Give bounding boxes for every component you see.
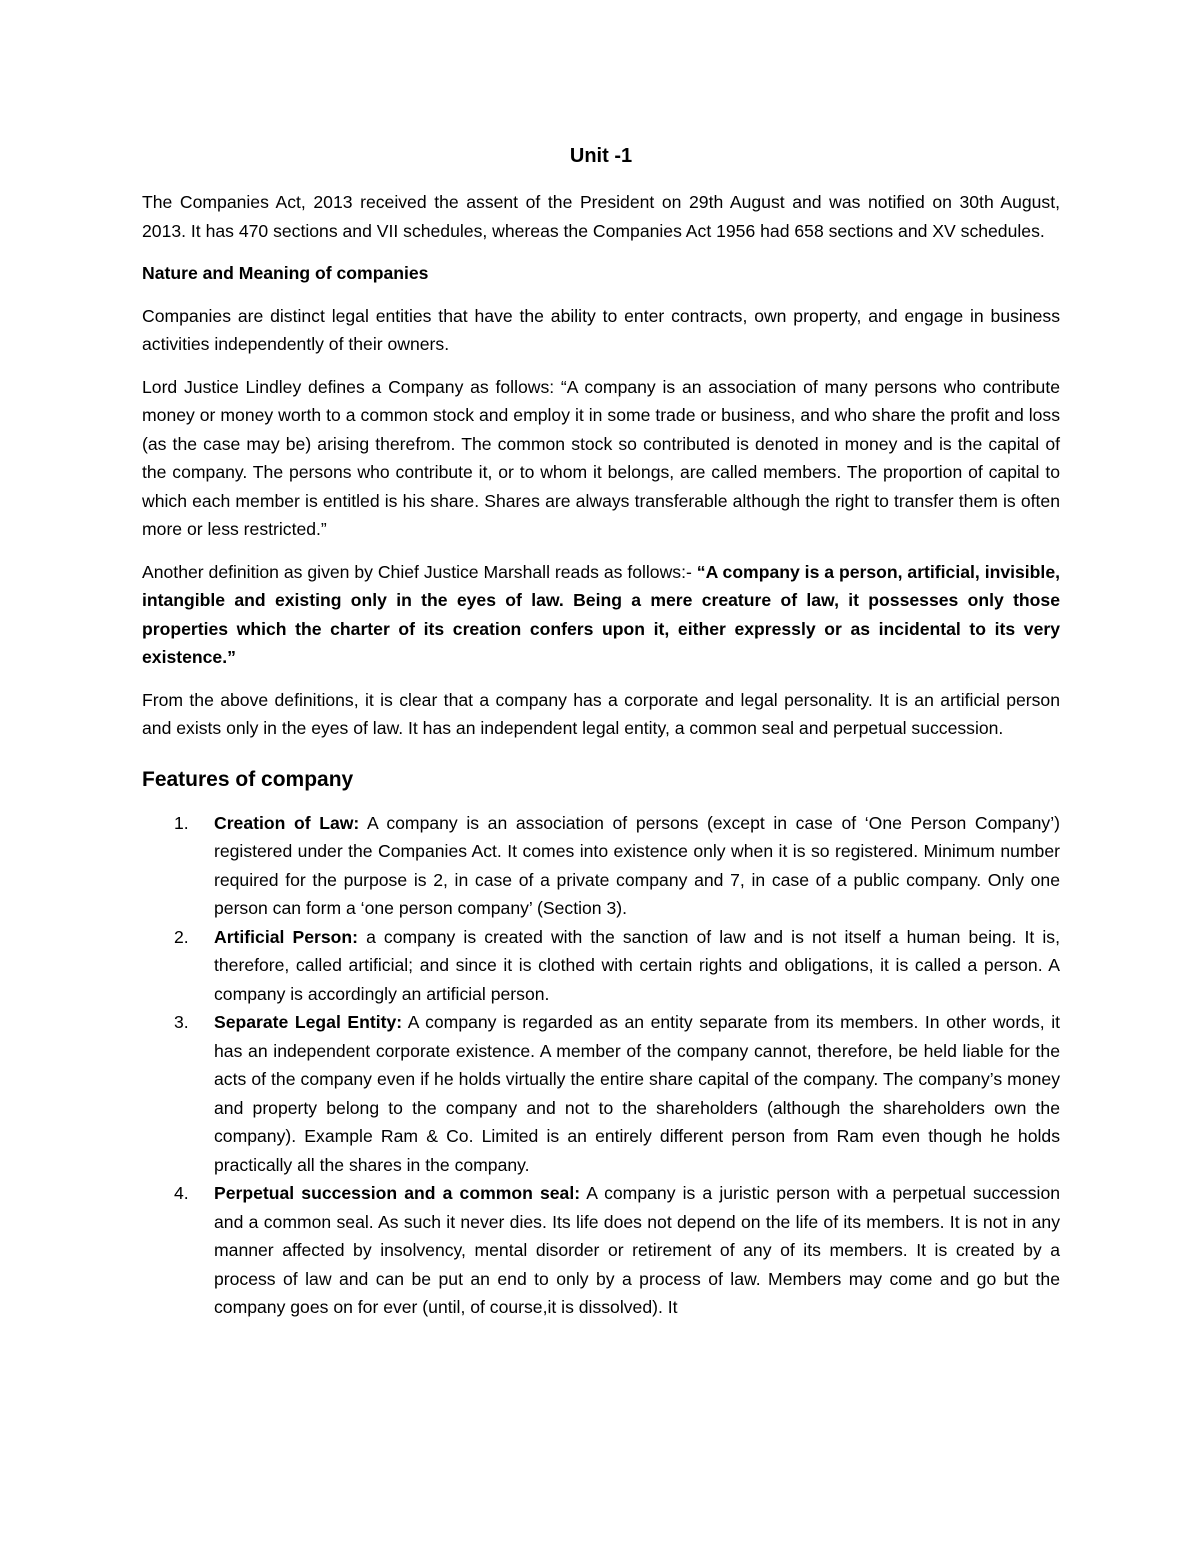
list-item bbox=[142, 923, 1060, 1009]
features-heading: Features of company bbox=[142, 767, 354, 791]
document-page bbox=[142, 142, 1060, 1322]
lindley-paragraph: Lord Justice Lindley defines a Company as follows: “A company is an association of many persons who contribute money or money worth to a common stock and employ it in some trade or business, and who share the profit and loss (as the case may be) arising therefrom. The common stock so contributed is denoted in money and is the capital of the company. The persons who contribute it, or to whom it belongs, are called members. The proportion of capital to which each member is entitled is his share. Shares are always transferable although the right to transfer them is often more or less restricted.” bbox=[142, 376, 1060, 539]
list-item bbox=[142, 1179, 1060, 1322]
marshall-lead: Another definition as given by Chief Justice Marshall reads as follows:- bbox=[142, 561, 697, 582]
feature-text: a company is created with the sanction of law and is not itself a human being. It is, therefore, called artificial; and since it is clothed with certain rights and obligations, it is called a person. A company is accordingly an artificial person. bbox=[214, 926, 1060, 1004]
intro-paragraph: The Companies Act, 2013 received the assent of the President on 29th August and was notified on 30th August, 2013. It has 470 sections and VII schedules, whereas the Companies Act 1956 had 658 sections and XV schedules. bbox=[142, 192, 1060, 241]
feature-term: Perpetual succession and a common seal: bbox=[214, 1183, 581, 1203]
list-item bbox=[142, 1008, 1060, 1179]
conclusion-paragraph: From the above definitions, it is clear that a company has a corporate and legal personality. It is an artificial person and exists only in the eyes of law. It has an independent legal entity, a common seal and perpetual succession. bbox=[142, 689, 1060, 738]
list-number: 4. bbox=[174, 1183, 189, 1203]
feature-term: Separate Legal Entity: bbox=[214, 1012, 403, 1032]
marshall-quote: “A company is a person, artificial, invisible, intangible and existing only in the eyes of law. Being a mere creature of law, it possesses only those properties which the charter of its creation confers upon it, either expressly or as incidental to its very existence.” bbox=[142, 561, 1060, 667]
page-title: Unit -1 bbox=[569, 145, 633, 167]
feature-term: Artificial Person: bbox=[214, 926, 358, 947]
features-list bbox=[142, 809, 1060, 1322]
list-number: 2. bbox=[174, 926, 189, 947]
feature-term: Creation of Law: bbox=[214, 812, 360, 833]
nature-heading: Nature and Meaning of companies bbox=[142, 263, 429, 283]
nature-paragraph: Companies are distinct legal entities that have the ability to enter contracts, own property, and engage in business activities independently of their owners. bbox=[142, 305, 1060, 354]
feature-text: A company is regarded as an entity separate from its members. In other words, it has an independent corporate existence. A member of the company cannot, therefore, be held liable for the acts of the company even if he holds virtually the entire share capital of the company. The company’s money and property belong to the company and not to the shareholders (although the shareholders own the company). Example Ram & Co. Limited is an entirely different person from Ram even though he holds practically all the shares in the company. bbox=[214, 1012, 1061, 1175]
marshall-paragraph bbox=[142, 558, 1060, 672]
feature-text: A company is an association of persons (except in case of ‘One Person Company’) registered under the Companies Act. It comes into existence only when it is so registered. Minimum number required for the purpose is 2, in case of a private company and 7, in case of a public company. Only one person can form a ‘one person company’ (Section 3). bbox=[214, 812, 1060, 918]
list-number: 3. bbox=[174, 1012, 189, 1032]
feature-text: A company is a juristic person with a perpetual succession and a common seal. As such it never dies. Its life does not depend on the life of its members. It is not in any manner affected by insolvency, mental disorder or retirement of any of its members. It is created by a process of law and can be put an end to only by a process of law. Members may come and go but the company goes on for ever (until, of course,it is dissolved). It bbox=[214, 1183, 1061, 1317]
list-number: 1. bbox=[174, 812, 189, 833]
list-item bbox=[142, 809, 1060, 923]
